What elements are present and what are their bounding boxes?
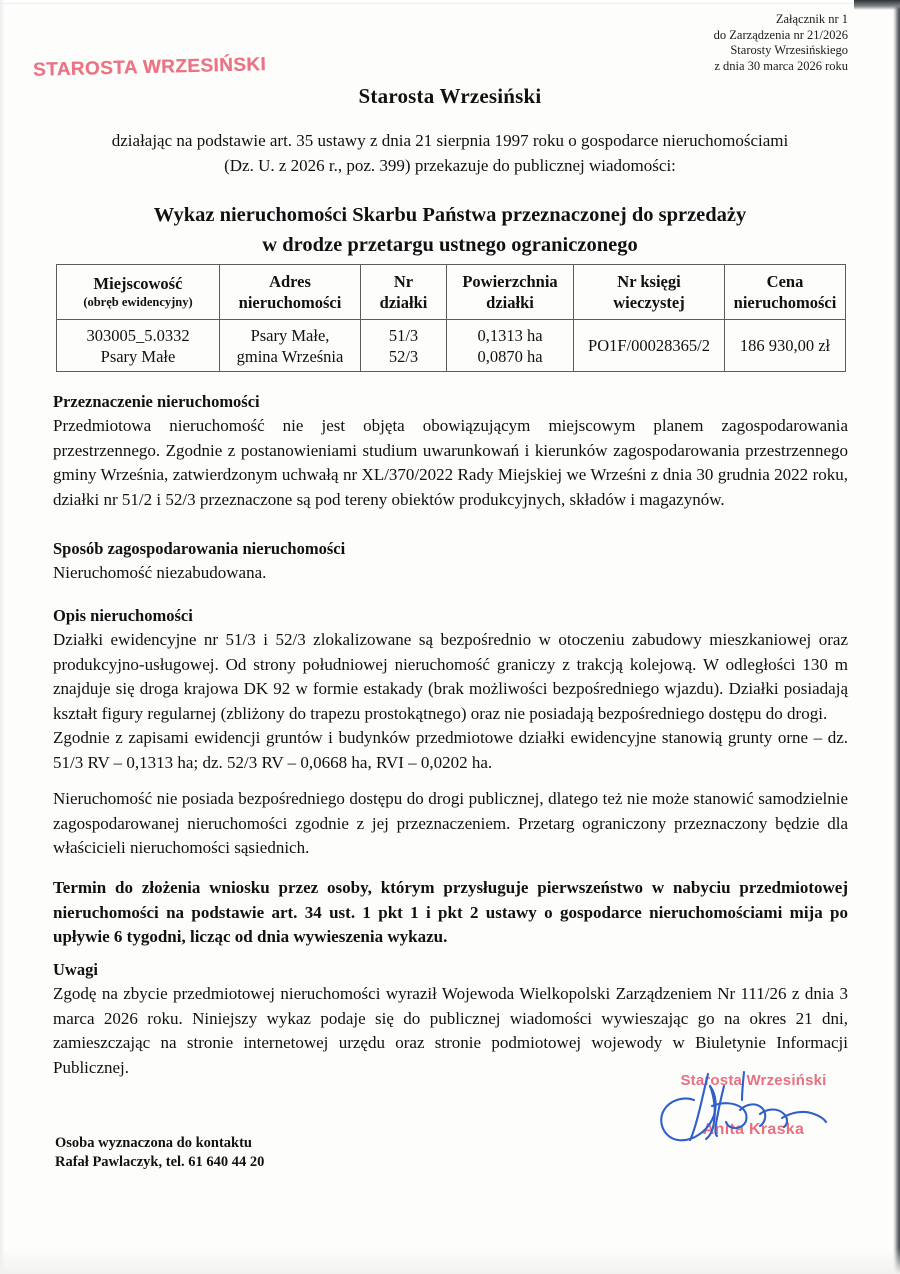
cell-adres-line-2: gmina Września [236,346,344,366]
column-header-ksiega-main: Nr księgi [617,272,681,291]
cell-miejscowosc [57,320,220,372]
section-heading-uwagi: Uwagi [53,960,98,979]
section-uwagi [53,958,848,1080]
section-heading-opis: Opis nieruchomości [53,606,193,625]
section-sposob [53,537,848,586]
signature-block [636,1066,866,1156]
column-header-ksiega [574,265,725,320]
contact-person: Rafał Pawlaczyk, tel. 61 640 44 20 [55,1154,265,1170]
main-heading-line-1: Wykaz nieruchomości Skarbu Państwa przeznaczonej do sprzedaży [153,204,747,226]
document-reference-block [714,12,848,74]
column-header-cena-main: Cena [766,272,804,291]
cell-adres-line-1: Psary Małe, [250,325,330,345]
signature-stamp-name: Anita Kraska [702,1121,805,1138]
handwritten-signature-icon [636,1066,866,1156]
section-body-opis-1: Działki ewidencyjne nr 51/3 i 52/3 zlokalizowane są bezpośrednio w otoczeniu zabudowy mieszkaniowej oraz produkcyjno-usługowej. Od strony południowej nieruchomość graniczy z trakcją kolejową. W odległości 130 m znajduje się droga krajowa DK 92 w formie estakady (brak możliwości bezpośredniego wjazdu). Działki posiadają kształt figury regularnej (zbliżony do trapezu prostokątnego) oraz nie posiadają bezpośredniego dostępu do drogi. [53,630,848,723]
cell-miejscowosc-line-2: Psary Małe [100,346,176,366]
column-header-adres-main: Adres [269,272,311,291]
reference-line-3: Starosty Wrzesińskiego [730,43,848,57]
section-heading-sposob: Sposób zagospodarowania nieruchomości [53,539,346,558]
reference-line-4: z dnia 30 marca 2026 roku [714,58,848,73]
section-body-opis-2: Zgodnie z zapisami ewidencji gruntów i budynków przedmiotowe działki ewidencyjne stanowią grunty orne – dz. 51/3 RV – 0,1313 ha; dz. 52/3 RV – 0,0668 ha, RVI – 0,0202 ha. [53,728,848,772]
column-header-cena [725,265,846,320]
contact-footer [55,1134,264,1172]
column-header-powierzchnia-main: Powierzchnia [462,272,558,291]
cell-nr-dzialki-line-1: 51/3 [388,325,419,345]
signature-stamp-title: Starosta Wrzesiński [680,1072,827,1089]
cell-powierzchnia-line-2: 0,0870 ha [477,346,543,366]
section-przeznaczenie [53,390,848,512]
reference-line-2: do Zarządzenia nr 21/2026 [713,27,848,42]
cell-powierzchnia-line-1: 0,1313 ha [477,325,543,345]
section-termin [53,876,848,950]
column-header-miejscowosc-main: Miejscowość [93,274,183,293]
column-header-ksiega-sub: wieczystej [613,293,685,312]
column-header-nr-dzialki-sub: działki [379,293,428,312]
section-opis-access [53,787,848,861]
starosta-logo-stamp: STAROSTA WRZESIŃSKI [32,54,267,81]
section-body-uwagi: Zgodę na zbycie przedmiotowej nieruchomości wyraził Wojewoda Wielkopolski Zarządzeniem Nr 111/26 z dnia 3 marca 2026 roku. Niniejszy wykaz podaje się do publicznej wiadomości wywieszając go na okres 21 dni, zamieszczając na stronie internetowej urzędu oraz stronie podmiotowej wojewody w Biuletynie Informacji Publicznej. [53,984,848,1077]
intro-line-1: działając na podstawie art. 35 ustawy z dnia 21 sierpnia 1997 roku o gospodarce nieruchomościami [111,131,789,150]
main-heading [60,200,840,260]
cell-powierzchnia [447,320,574,372]
column-header-nr-dzialki [361,265,447,320]
section-body-przeznaczenie: Przedmiotowa nieruchomość nie jest objęta obowiązującym miejscowym planem zagospodarowania przestrzennego. Zgodnie z postanowieniami studium uwarunkowań i kierunków zagospodarowania przestrzennego gminy Września, zatwierdzonym uchwałą nr XL/370/2022 Rady Miejskiej we Wrześni z dnia 30 grudnia 2022 roku, działki nr 51/2 i 52/3 przeznaczone są pod tereny obiektów produkcyjnych, składów i magazynów. [53,416,848,509]
cell-adres [220,320,361,372]
column-header-nr-dzialki-main: Nr [393,272,414,291]
reference-line-1: Załącznik nr 1 [775,12,848,26]
column-header-miejscowosc [57,265,220,320]
section-body-termin: Termin do złożenia wniosku przez osoby, którym przysługuje pierwszeństwo w nabyciu przedmiotowej nieruchomości na podstawie art. 34 ust. 1 pkt 1 i pkt 2 ustawy o gospodarce nieruchomościami mija po upływie 6 tygodni, licząc od dnia wywieszenia wykazu. [53,878,848,947]
column-header-powierzchnia-sub: działki [486,293,534,312]
property-table [56,264,846,372]
column-header-miejscowosc-sub: (obręb ewidencyjny) [83,295,193,309]
cell-miejscowosc-line-1: 303005_5.0332 [86,325,190,345]
main-heading-line-2: w drodze przetargu ustnego ograniczonego [262,234,638,256]
section-opis [53,604,848,776]
column-header-powierzchnia [447,265,574,320]
table-row [57,320,846,372]
section-body-opis-3: Nieruchomość nie posiada bezpośredniego dostępu do drogi publicznej, dlatego też nie może stanowić samodzielnie zagospodarowanej nieruchomości zgodnie z jej przeznaczeniem. Przetarg ograniczony przeznaczony będzie dla właścicieli nieruchomości sąsiednich. [53,789,848,858]
cell-ksiega: PO1F/00028365/2 [574,320,725,372]
column-header-cena-sub: nieruchomości [733,293,837,312]
column-header-adres-sub: nieruchomości [238,293,342,312]
intro-line-2: (Dz. U. z 2026 r., poz. 399) przekazuje do publicznej wiadomości: [224,156,676,175]
cell-nr-dzialki [361,320,447,372]
section-body-sposob: Nieruchomość niezabudowana. [53,563,267,582]
intro-paragraph [55,128,845,178]
cell-cena: 186 930,00 zł [725,320,846,372]
contact-label: Osoba wyznaczona do kontaktu [55,1135,252,1151]
cell-nr-dzialki-line-2: 52/3 [388,346,419,366]
table-header-row [57,265,846,320]
section-heading-przeznaczenie: Przeznaczenie nieruchomości [53,392,260,411]
column-header-adres [220,265,361,320]
page-title: Starosta Wrzesiński [358,84,542,108]
